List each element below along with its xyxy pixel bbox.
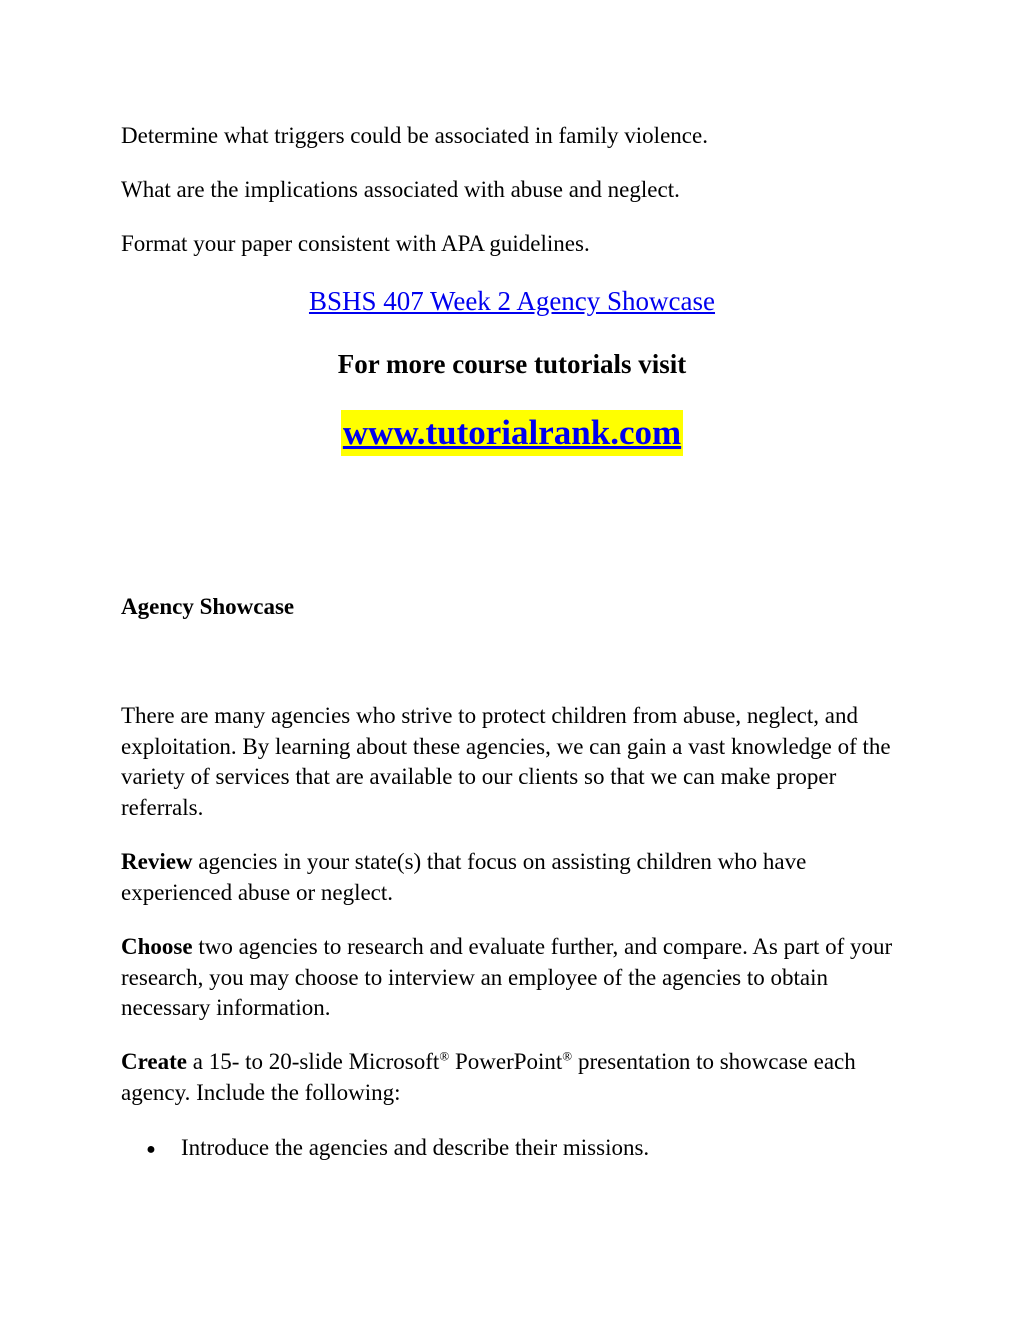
intro-line-format: Format your paper consistent with APA guidelines.	[121, 231, 590, 256]
bullet-icon: ●	[146, 1140, 156, 1158]
website-row	[0, 410, 1024, 456]
course-link[interactable]: BSHS 407 Week 2 Agency Showcase	[308, 286, 716, 316]
registered-mark-1: ®	[439, 1048, 450, 1064]
choose-keyword: Choose	[121, 934, 193, 959]
review-keyword: Review	[121, 849, 193, 874]
create-text-a: a 15- to 20-slide Microsoft	[186, 1049, 440, 1074]
bullet-text: Introduce the agencies and describe their missions.	[181, 1135, 650, 1160]
course-link-row	[0, 284, 1024, 318]
review-paragraph	[121, 847, 911, 908]
tutorials-heading: For more course tutorials visit	[337, 349, 687, 379]
intro-line-implications: What are the implications associated with abuse and neglect.	[121, 177, 680, 202]
registered-mark-2: ®	[562, 1048, 573, 1064]
overview-paragraph: There are many agencies who strive to protect children from abuse, neglect, and exploitation. By learning about these agencies, we can gain a vast knowledge of the variety of services that are available to our clients so that we can make proper referrals.	[121, 703, 891, 820]
create-paragraph	[121, 1047, 911, 1108]
create-text-b: PowerPoint	[449, 1049, 563, 1074]
intro-line-triggers: Determine what triggers could be associated in family violence.	[121, 123, 708, 148]
create-keyword: Create	[121, 1049, 187, 1074]
review-text: agencies in your state(s) that focus on assisting children who have experienced abuse or neglect.	[121, 849, 807, 905]
choose-paragraph	[121, 932, 911, 1024]
create-text-c: presentation to showcase each agency. Include the following:	[121, 1049, 856, 1105]
choose-text: two agencies to research and evaluate further, and compare. As part of your research, you may choose to interview an employee of the agencies to obtain necessary information.	[121, 934, 893, 1020]
section-title: Agency Showcase	[121, 594, 295, 619]
website-link[interactable]: www.tutorialrank.com	[341, 410, 683, 456]
bullet-list-item	[121, 1133, 649, 1165]
